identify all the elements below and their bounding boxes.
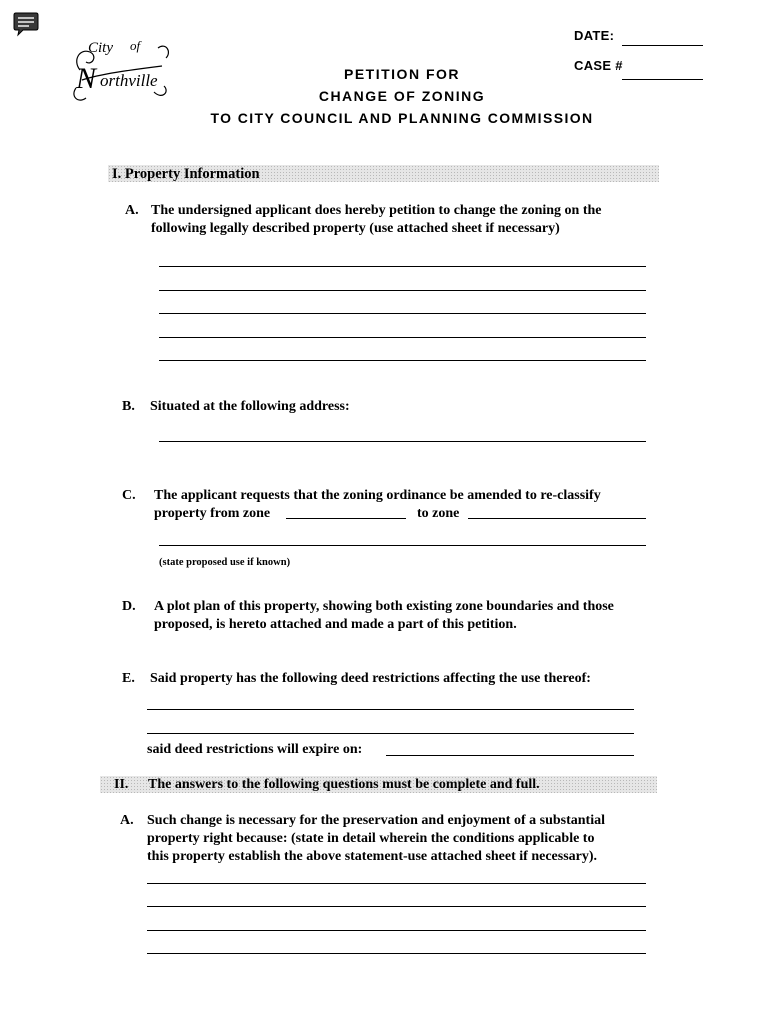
proposed-use-line[interactable] — [159, 545, 646, 546]
reason-line-4[interactable] — [147, 953, 646, 954]
item-c-label: C. — [122, 488, 136, 503]
legal-description-line-2[interactable] — [159, 290, 646, 291]
svg-text:City: City — [88, 40, 113, 56]
item-c-text-1: The applicant requests that the zoning ordinance be amended to re-classify — [154, 488, 601, 503]
date-field[interactable] — [622, 45, 703, 46]
legal-description-line-5[interactable] — [159, 360, 646, 361]
deed-restriction-line-1[interactable] — [147, 709, 634, 710]
deed-expire-label: said deed restrictions will expire on: — [147, 742, 363, 757]
reason-line-2[interactable] — [147, 906, 646, 907]
item-d-label: D. — [122, 599, 136, 614]
proposed-use-note: (state proposed use if known) — [159, 557, 291, 568]
reason-line-3[interactable] — [147, 930, 646, 931]
section-2-heading: The answers to the following questions must be complete and full. — [148, 777, 540, 792]
legal-description-line-1[interactable] — [159, 266, 646, 267]
case-label: CASE # — [574, 58, 623, 73]
item-e-text: Said property has the following deed restrictions affecting the use thereof: — [150, 671, 591, 686]
legal-description-line-3[interactable] — [159, 313, 646, 314]
svg-text:orthville: orthville — [100, 71, 158, 90]
title-line-3: TO CITY COUNCIL AND PLANNING COMMISSION — [210, 110, 594, 126]
section-2-label: II. — [114, 777, 129, 792]
item-a-label: A. — [125, 203, 139, 218]
item-e-label: E. — [122, 671, 135, 686]
item-2a-label: A. — [120, 813, 134, 828]
item-d-text-1: A plot plan of this property, showing both existing zone boundaries and those — [154, 599, 614, 614]
item-c-from-label: property from zone — [154, 506, 271, 521]
svg-text:of: of — [130, 38, 141, 53]
deed-restriction-line-2[interactable] — [147, 733, 634, 734]
item-b-label: B. — [122, 399, 135, 414]
deed-expire-field[interactable] — [386, 755, 634, 756]
date-label: DATE: — [574, 28, 615, 43]
title-line-1: PETITION FOR — [344, 66, 460, 82]
item-b-text: Situated at the following address: — [150, 399, 350, 414]
to-zone-field[interactable] — [468, 518, 646, 519]
item-2a-text-2: property right because: (state in detail wherein the conditions applicable to — [147, 831, 595, 846]
comment-icon[interactable] — [13, 11, 39, 37]
address-line[interactable] — [159, 441, 646, 442]
item-2a-text-1: Such change is necessary for the preservation and enjoyment of a substantial — [147, 813, 605, 828]
item-a-text-1: The undersigned applicant does hereby petition to change the zoning on the — [151, 203, 602, 218]
item-a-text-2: following legally described property (use attached sheet if necessary) — [151, 221, 560, 236]
title-line-2: CHANGE OF ZONING — [318, 88, 486, 104]
item-2a-text-3: this property establish the above statement-use attached sheet if necessary). — [147, 849, 598, 864]
reason-line-1[interactable] — [147, 883, 646, 884]
legal-description-line-4[interactable] — [159, 337, 646, 338]
item-d-text-2: proposed, is hereto attached and made a part of this petition. — [154, 617, 517, 632]
svg-text:N: N — [76, 62, 97, 95]
item-c-to-label: to zone — [417, 506, 460, 521]
section-1-heading: I. Property Information — [112, 166, 260, 182]
from-zone-field[interactable] — [286, 518, 406, 519]
